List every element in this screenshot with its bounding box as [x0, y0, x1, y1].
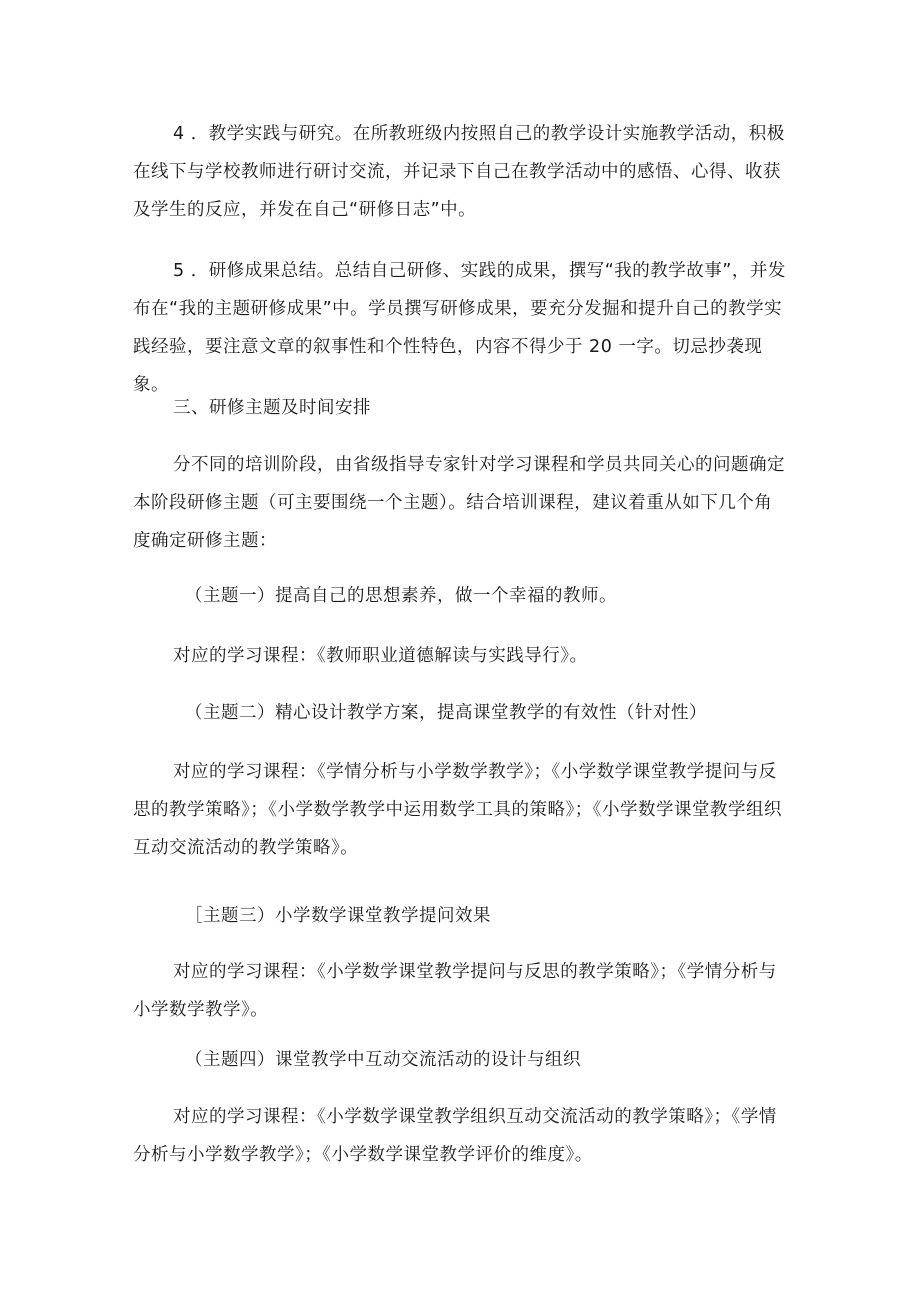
- theme-2-courses: 对应的学习课程：《学情分析与小学数学教学》；《小学数学课堂教学提问与反思的教学策略》；《小学数学教学中运用数学工具的策略》；《小学数学课堂教学组织互动交流活动的教学策略》。: [133, 762, 782, 858]
- paragraph-item-5: 5 ．研修成果总结。总结自己研修、实践的成果，撰写“我的教学故事”，并发布在“我的主题研修成果”中。学员撰写研修成果，要充分发掘和提升自己的教学实践经验，要注意文章的叙事性和个性特色，内容不得少于 20 一字。切忌抄袭现象。: [133, 261, 786, 395]
- section-intro: 分不同的培训阶段，由省级指导专家针对学习课程和学员共同关心的问题确定本阶段研修主题（可主要围绕一个主题）。结合培训课程，建议着重从如下几个角度确定研修主题：: [133, 455, 785, 551]
- theme-4-title: （主题四）课堂教学中互动交流活动的设计与组织: [185, 1050, 581, 1070]
- theme-1-title: （主题一）提高自己的思想素养，做一个幸福的教师。: [185, 586, 617, 606]
- paragraph-item-4: 4 ．教学实践与研究。在所教班级内按照自己的教学设计实施教学活动，积极在线下与学校教师进行研讨交流，并记录下自己在教学活动中的感悟、心得、收获及学生的反应，并发在自己“研修日志”中。: [133, 124, 785, 220]
- theme-3-title: ［主题三）小学数学课堂教学提问效果: [185, 906, 491, 926]
- theme-1-courses: 对应的学习课程：《教师职业道德解读与实践导行》。: [173, 646, 588, 666]
- theme-2-title: （主题二）精心设计教学方案，提高课堂教学的有效性（针对性）: [185, 703, 707, 723]
- theme-4-courses: 对应的学习课程：《小学数学课堂教学组织互动交流活动的教学策略》；《学情分析与小学数学教学》；《小学数学课堂教学评价的维度》。: [133, 1107, 777, 1165]
- theme-3-courses: 对应的学习课程：《小学数学课堂教学提问与反思的教学策略》；《学情分析与小学数学教学》。: [133, 962, 777, 1020]
- section-heading: 三、研修主题及时间安排: [173, 398, 371, 418]
